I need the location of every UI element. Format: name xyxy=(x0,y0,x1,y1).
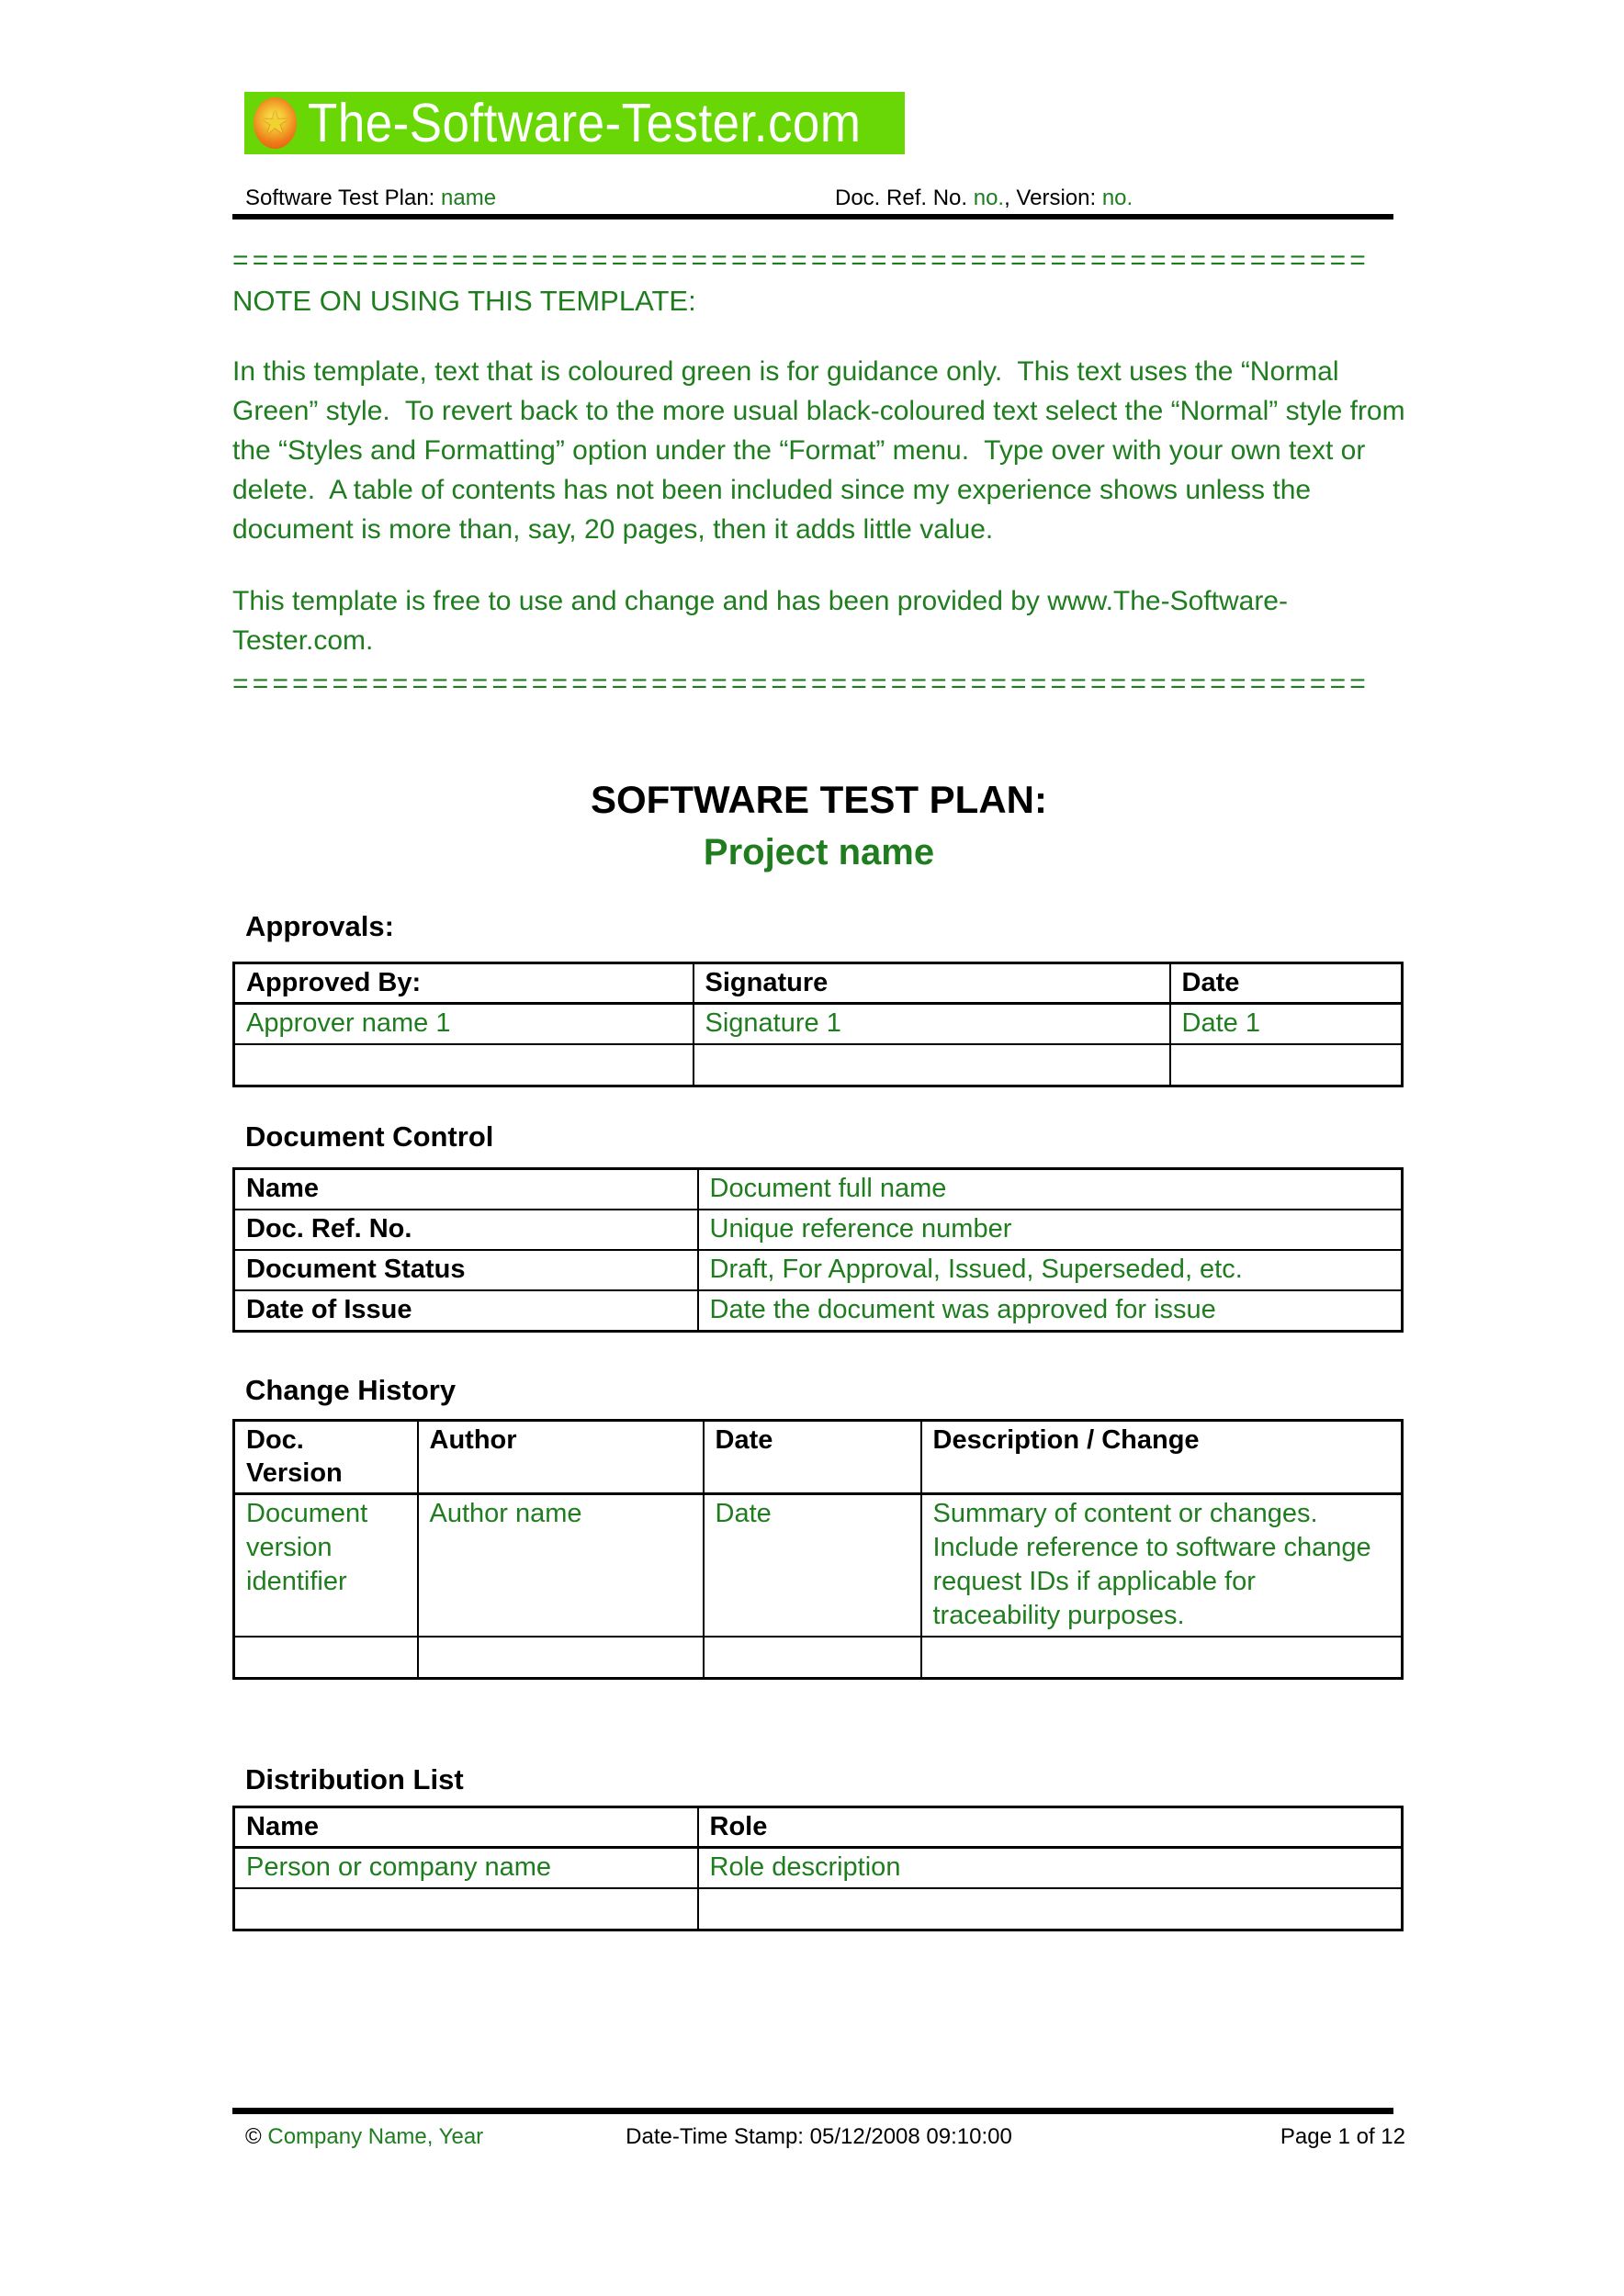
approver-name-cell: Approver name 1 xyxy=(234,1004,694,1045)
table-row xyxy=(234,1210,1403,1250)
column-header: Role xyxy=(698,1807,1403,1848)
header-doc-name: name xyxy=(441,186,497,210)
table-row xyxy=(234,1004,1403,1045)
doc-version-cell: Document version identifier xyxy=(234,1494,418,1638)
title-block xyxy=(232,773,1405,878)
field-value: Unique reference number xyxy=(698,1210,1403,1250)
column-header: Date xyxy=(1170,963,1403,1004)
star-icon xyxy=(254,97,297,149)
empty-cell xyxy=(234,1044,694,1086)
note-paragraph-2: This template is free to use and change and has been provided by www.The-Software-Tester.com. xyxy=(232,586,1288,656)
column-header: Doc. Version xyxy=(234,1421,418,1494)
header-ref-label: Doc. Ref. No. xyxy=(835,186,974,210)
column-header: Name xyxy=(234,1807,698,1848)
divider-top: ========================================================= xyxy=(232,245,1370,276)
page-header xyxy=(232,185,1405,214)
table-row xyxy=(234,1888,1403,1930)
note-heading: NOTE ON USING THIS TEMPLATE: xyxy=(232,285,696,317)
header-doc-ref xyxy=(835,185,1133,212)
column-header: Signature xyxy=(694,963,1170,1004)
field-label: Document Status xyxy=(234,1250,698,1290)
column-header: Approved By: xyxy=(234,963,694,1004)
table-header-row xyxy=(234,1807,1403,1848)
header-ref-value: no. xyxy=(973,186,1005,210)
table-row xyxy=(234,1290,1403,1332)
star-glyph: ★ xyxy=(261,106,289,141)
column-header: Date xyxy=(704,1421,921,1494)
distribution-list-heading: Distribution List xyxy=(245,1763,464,1795)
table-row xyxy=(234,1169,1403,1210)
table-header-row xyxy=(234,1421,1403,1494)
logo-banner xyxy=(244,92,905,154)
field-label: Doc. Ref. No. xyxy=(234,1210,698,1250)
document-control-heading: Document Control xyxy=(245,1120,494,1153)
footer-company: Company Name, Year xyxy=(267,2124,484,2149)
header-doc-type-label: Software Test Plan: xyxy=(245,186,441,210)
empty-cell xyxy=(1170,1044,1403,1086)
empty-cell xyxy=(418,1637,704,1679)
header-doc-type xyxy=(245,185,496,212)
approvals-table xyxy=(232,962,1404,1087)
empty-cell xyxy=(694,1044,1170,1086)
empty-cell xyxy=(234,1888,698,1930)
signature-cell: Signature 1 xyxy=(694,1004,1170,1045)
copyright-icon: © xyxy=(245,2124,268,2149)
role-cell: Role description xyxy=(698,1848,1403,1889)
header-version-label: , Version: xyxy=(1004,186,1102,210)
note-paragraph-1: In this template, text that is coloured green is for guidance only. This text uses the “Normal Green” style. To revert back to the more usual black-coloured text select the “Normal” style from the “Styles and Formatting” option under the “Format” menu. Type over with your own text or delete. A table of contents has not been included since my experience shows unless the document is more than, say, 20 pages, then it adds little value. xyxy=(232,356,1413,545)
table-row xyxy=(234,1637,1403,1679)
empty-cell xyxy=(698,1888,1403,1930)
logo-text: The-Software-Tester.com xyxy=(308,93,862,153)
table-header-row xyxy=(234,963,1403,1004)
empty-cell xyxy=(704,1637,921,1679)
field-value: Date the document was approved for issue xyxy=(698,1290,1403,1332)
name-cell: Person or company name xyxy=(234,1848,698,1889)
date-cell: Date 1 xyxy=(1170,1004,1403,1045)
table-row xyxy=(234,1250,1403,1290)
field-label: Name xyxy=(234,1169,698,1210)
field-value: Draft, For Approval, Issued, Superseded, etc. xyxy=(698,1250,1403,1290)
project-name: Project name xyxy=(703,832,935,872)
table-row xyxy=(234,1848,1403,1889)
table-row xyxy=(234,1044,1403,1086)
author-cell: Author name xyxy=(418,1494,704,1638)
column-header: Author xyxy=(418,1421,704,1494)
change-history-heading: Change History xyxy=(245,1374,457,1406)
change-history-table xyxy=(232,1419,1404,1680)
page-footer xyxy=(232,2123,1405,2153)
empty-cell xyxy=(921,1637,1403,1679)
footer-datetime-stamp: Date-Time Stamp: 05/12/2008 09:10:00 xyxy=(626,2124,1012,2149)
column-header: Description / Change xyxy=(921,1421,1403,1494)
document-control-table xyxy=(232,1167,1404,1333)
approvals-heading: Approvals: xyxy=(245,910,394,942)
field-label: Date of Issue xyxy=(234,1290,698,1332)
field-value: Document full name xyxy=(698,1169,1403,1210)
distribution-list-table xyxy=(232,1806,1404,1931)
header-rule xyxy=(232,214,1393,219)
footer-page-number: Page 1 of 12 xyxy=(1280,2124,1405,2149)
document-title: SOFTWARE TEST PLAN: xyxy=(591,778,1047,821)
footer-rule xyxy=(232,2108,1393,2114)
description-cell: Summary of content or changes. Include reference to software change request IDs if applicable for traceability purposes. xyxy=(921,1494,1403,1638)
header-version-value: no. xyxy=(1101,186,1133,210)
table-row xyxy=(234,1494,1403,1638)
date-cell: Date xyxy=(704,1494,921,1638)
divider-bottom: ========================================================= xyxy=(232,669,1370,699)
note-block xyxy=(232,241,1412,703)
empty-cell xyxy=(234,1637,418,1679)
